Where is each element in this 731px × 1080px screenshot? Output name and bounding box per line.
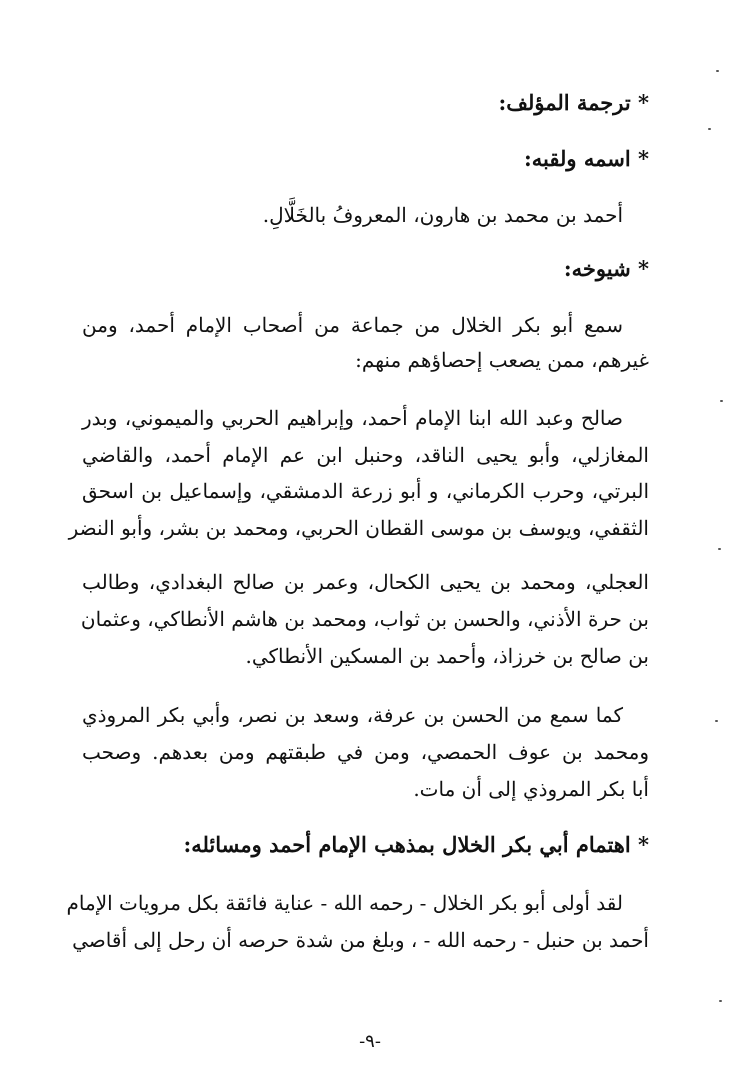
para3-line-3: أبا بكر المروذي إلى أن مات. <box>413 777 649 801</box>
para2-line-4: الثقفي، ويوسف بن موسى القطان الحربي، ومحمد بن بشر، وأبو النضر <box>68 516 649 540</box>
scan-speck <box>720 400 723 402</box>
scan-speck <box>708 128 711 130</box>
para1-line-2: غيرهم، ممن يصعب إحصاؤهم منهم: <box>355 348 649 372</box>
heading-author-bio: * ترجمة المؤلف: <box>498 90 649 115</box>
page-number: -٩- <box>359 1031 381 1052</box>
para2-line-6: بن حرة الأذني، والحسن بن ثواب، ومحمد بن هاشم الأنطاكي، وعثمان <box>80 607 649 631</box>
para2-line-2: المغازلي، وأبو يحيى الناقد، وحنبل ابن عم الإمام أحمد، والقاضي <box>82 443 649 467</box>
scan-speck <box>719 1000 722 1002</box>
heading-name-title: * اسمه ولقبه: <box>524 146 649 171</box>
heading-teachers: * شيوخه: <box>563 256 649 281</box>
para2-line-5: العجلي، ومحمد بن يحيى الكحال، وعمر بن صالح البغدادي، وطالب <box>82 570 649 594</box>
scan-speck <box>715 720 718 722</box>
name-line: أحمد بن محمد بن هارون، المعروفُ بالخَلَّالِ. <box>262 203 623 227</box>
para3-line-2: ومحمد بن عوف الحمصي، ومن في طبقتهم ومن بعدهم. وصحب <box>82 740 649 764</box>
para1-line-1: سمع أبو بكر الخلال من جماعة من أصحاب الإمام أحمد، ومن <box>82 313 623 337</box>
para2-line-7: بن صالح بن خرزاذ، وأحمد بن المسكين الأنطاكي. <box>245 644 649 668</box>
scan-speck <box>716 70 719 72</box>
para3-line-1: كما سمع من الحسن بن عرفة، وسعد بن نصر، وأبي بكر المروذي <box>82 703 623 727</box>
para2-line-3: البرتي، وحرب الكرماني، و أبو زرعة الدمشقي، وإسماعيل بن اسحق <box>82 479 649 503</box>
heading-interest: * اهتمام أبي بكر الخلال بمذهب الإمام أحمد ومسائله: <box>183 832 649 857</box>
para4-line-1: لقد أولى أبو بكر الخلال - رحمه الله - عناية فائقة بكل مرويات الإمام <box>66 891 623 915</box>
para4-line-2: أحمد بن حنبل - رحمه الله - ، وبلغ من شدة حرصه أن رحل إلى أقاصي <box>72 928 649 952</box>
scan-speck <box>718 548 721 550</box>
para2-line-1: صالح وعبد الله ابنا الإمام أحمد، وإبراهيم الحربي والميموني، وبدر <box>82 406 623 430</box>
